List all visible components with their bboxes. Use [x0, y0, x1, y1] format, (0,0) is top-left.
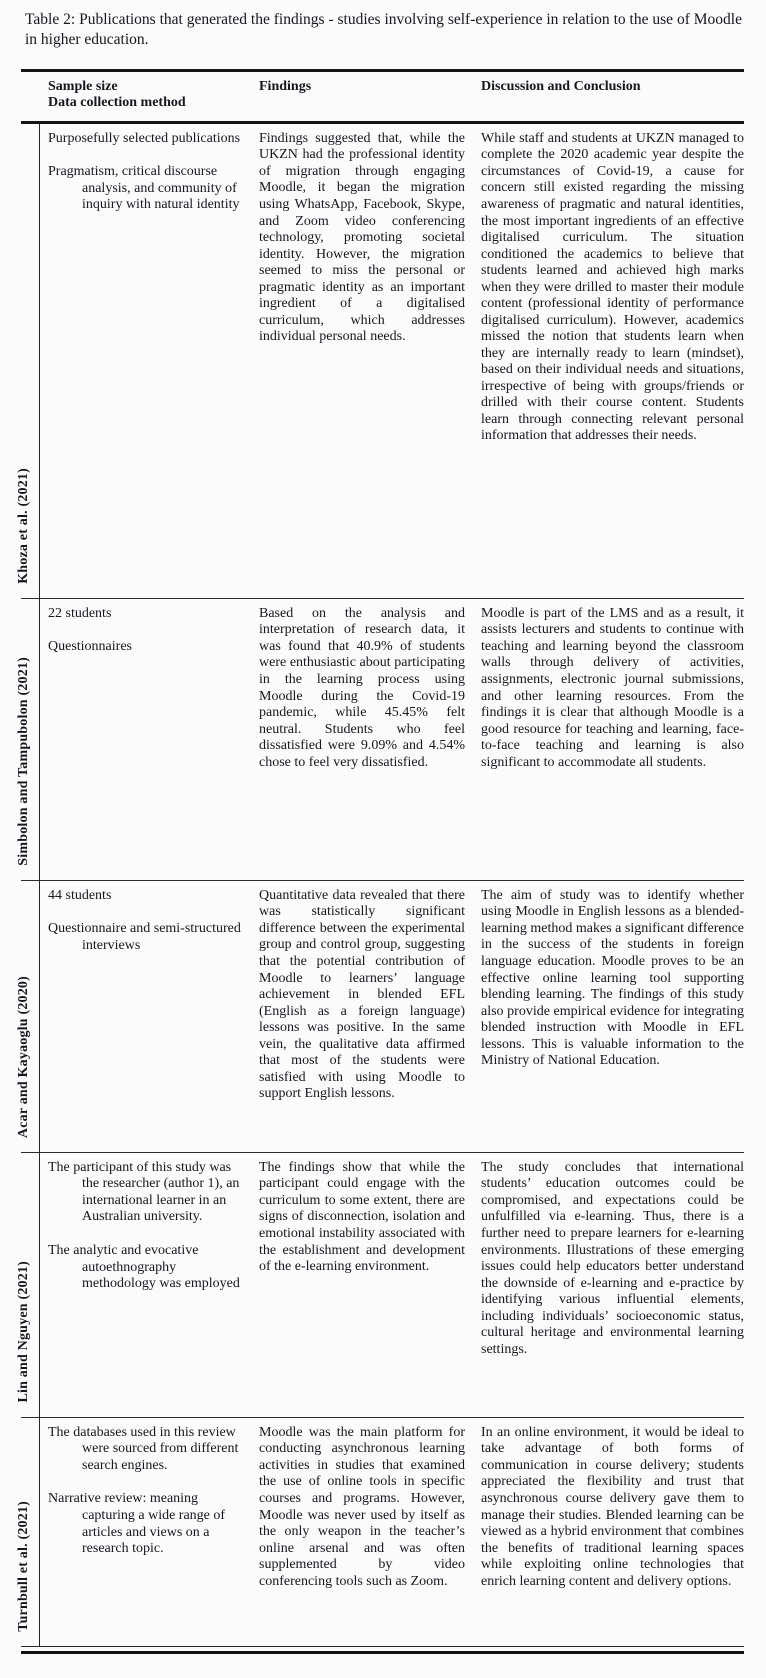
sample-paragraph: Questionnaires [48, 639, 132, 655]
cell-discussion [481, 606, 744, 868]
sample-paragraph: Questionnaire and semi-structured interviews [48, 921, 241, 953]
findings-paragraph: Moodle was the main platform for conducting asynchronous learning activities in studies that examined the use of online tools in specific courses and programs. However, Moodle was never used by itself as the only weapon in the teacher’s online arsenal and was often supplemented by video conferencing tools such as Zoom. [259, 1424, 465, 1589]
row-label-cell [15, 881, 40, 1152]
table-row-turnbull [15, 1418, 744, 1646]
discussion-paragraph: In an online environment, it would be ideal to take advantage of both forms of communication in course delivery; students appreciated the flexibility and trust that asynchronous course delivery gave them to manage their studies. Blended learning can be viewed as a hybrid environment that combines the benefits of traditional learning spaces while exploiting online technologies that enrich learning content and delivery options. [481, 1424, 744, 1589]
findings-paragraph: Findings suggested that, while the UKZN had the professional identity of migration through engaging Moodle, it began the migration using WhatsApp, Facebook, Skype, and Zoom video conferencing technology, promoting societal identity. However, the migration seemed to miss the personal or pragmatic identity as an important ingredient of a digitalised curriculum, which addresses individual personal needs. [259, 130, 465, 345]
cell-discussion [481, 1160, 744, 1405]
discussion-paragraph: Moodle is part of the LMS and as a result, it assists lecturers and students to continue with teaching and learning beyond the classroom walls through delivery of activities, assignments, electronic journal submissions, and other learning resources. From the findings it is clear that although Moodle is a good resource for teaching and learning, face-to-face teaching and learning is also significant to accommodate all students. [481, 605, 744, 770]
header-sample-size [48, 79, 246, 112]
table-row-simbolon [15, 599, 744, 880]
study-label: Khoza et al. (2021) [15, 468, 31, 584]
sample-paragraph: Narrative review: meaning capturing a wide range of articles and views on a research topic. [48, 1491, 226, 1557]
cell-findings [259, 1160, 465, 1405]
row-label-cell [15, 1153, 40, 1417]
study-label: Acar and Kayaoglu (2020) [15, 975, 31, 1138]
cell-discussion [481, 131, 744, 586]
discussion-paragraph: The aim of study was to identify whether using Moodle in English lessons as a blended-learning method makes a significant difference in the success of the students in foreign language education. Moodle proves to be an effective online learning tool supporting blending learning. The findings of this study also provide empirical evidence for integrating blended instruction with Moodle in EFL lessons. This is valuable information to the Ministry of National Education. [481, 887, 744, 1069]
sample-paragraph: Pragmatism, critical discourse analysis, and community of inquiry with natural identity [48, 164, 240, 213]
findings-paragraph: The findings show that while the participant could engage with the curriculum to some extent, there are signs of disconnection, isolation and emotional instability associated with the establishment and development of the e-learning environment. [259, 1159, 465, 1275]
cell-findings [259, 888, 465, 1140]
table-row-lin [15, 1153, 744, 1417]
cell-findings [259, 131, 465, 586]
cell-sample [48, 1425, 246, 1634]
discussion-paragraph: While staff and students at UKZN managed to complete the 2020 academic year despite the circumstances of Covid-19, a cause for concern still existed regarding the missing awareness of pragmatic and natural identities, the most important ingredients of an effective digitalised curriculum. The situation conditioned the academics to believe that students learned and achieved high marks when they were drilled to master their module content (professional identity of performance digitalised curriculum). However, academics missed the notion that students learn when they are internally ready to learn (mindset), based on their individual needs and situations, irrespective of being with groups/friends or drilled with their course content. Students learn through connecting relevant personal information that addresses their needs. [481, 130, 744, 444]
cell-discussion [481, 888, 744, 1140]
cell-sample [48, 1160, 246, 1405]
publications-table [6, 69, 744, 1654]
findings-paragraph: Based on the analysis and interpretation of research data, it was found that 40.9% of students were enthusiastic about participating in the learning process using Moodle during the Covid-19 pandemic, while 45.45% felt neutral. Students who feel dissatisfied were 9.09% and 4.54% chose to feel very dissatisfied. [259, 605, 465, 770]
header-discussion: Discussion and Conclusion [481, 78, 641, 94]
sample-paragraph: The databases used in this review were sourced from different search engines. [48, 1424, 239, 1473]
sample-paragraph: The analytic and evocative autoethnography methodology was employed [48, 1243, 240, 1292]
cell-sample [48, 606, 246, 868]
sample-paragraph: 44 students [48, 887, 112, 903]
cell-sample [48, 888, 246, 1140]
cell-sample [48, 131, 246, 586]
table-row-acar [15, 881, 744, 1152]
header-findings: Findings [259, 78, 312, 94]
header-sample-size-line1: Sample size [48, 78, 118, 94]
sample-paragraph: The participant of this study was the researcher (author 1), an international learner in an Australian university. [48, 1159, 240, 1225]
discussion-paragraph: The study concludes that international students’ education outcomes could be compromised, and expectations could be unfulfilled via e-learning. Thus, there is a further need to prepare learners for e-learning environments. Illustrations of these emerging issues could help educators better understand the downside of e-learning and e-practice by identifying various influential elements, including individuals’ socioeconomic status, cultural heritage and environmental learning settings. [481, 1159, 744, 1357]
header-sample-size-line2: Data collection method [48, 95, 186, 111]
sample-paragraph: 22 students [48, 605, 112, 621]
study-label: Lin and Nguyen (2021) [15, 1261, 31, 1403]
table-caption: Table 2: Publications that generated the findings - studies involving self-experience in relation to the use of Moodle in higher education. [25, 11, 742, 49]
table-bottom-rule [21, 1646, 744, 1654]
study-label: Turnbull et al. (2021) [15, 1501, 31, 1632]
row-label-cell [15, 1418, 40, 1646]
table-row-khoza [15, 124, 744, 598]
study-label: Simbolon and Tampubolon (2021) [15, 657, 31, 866]
cell-findings [259, 606, 465, 868]
cell-findings [259, 1425, 465, 1634]
row-label-cell [15, 599, 40, 880]
cell-discussion [481, 1425, 744, 1634]
findings-paragraph: Quantitative data revealed that there was statistically significant difference between the experimental group and control group, suggesting that the potential contribution of Moodle to learners’ language achievement in blended EFL (English as a foreign language) lessons was positive. In the same vein, the qualitative data affirmed that most of the students were satisfied with using Moodle to support English lessons. [259, 887, 465, 1102]
table-header-row [21, 72, 744, 121]
sample-paragraph: Purposefully selected publications [48, 130, 241, 146]
row-label-cell [15, 124, 40, 598]
